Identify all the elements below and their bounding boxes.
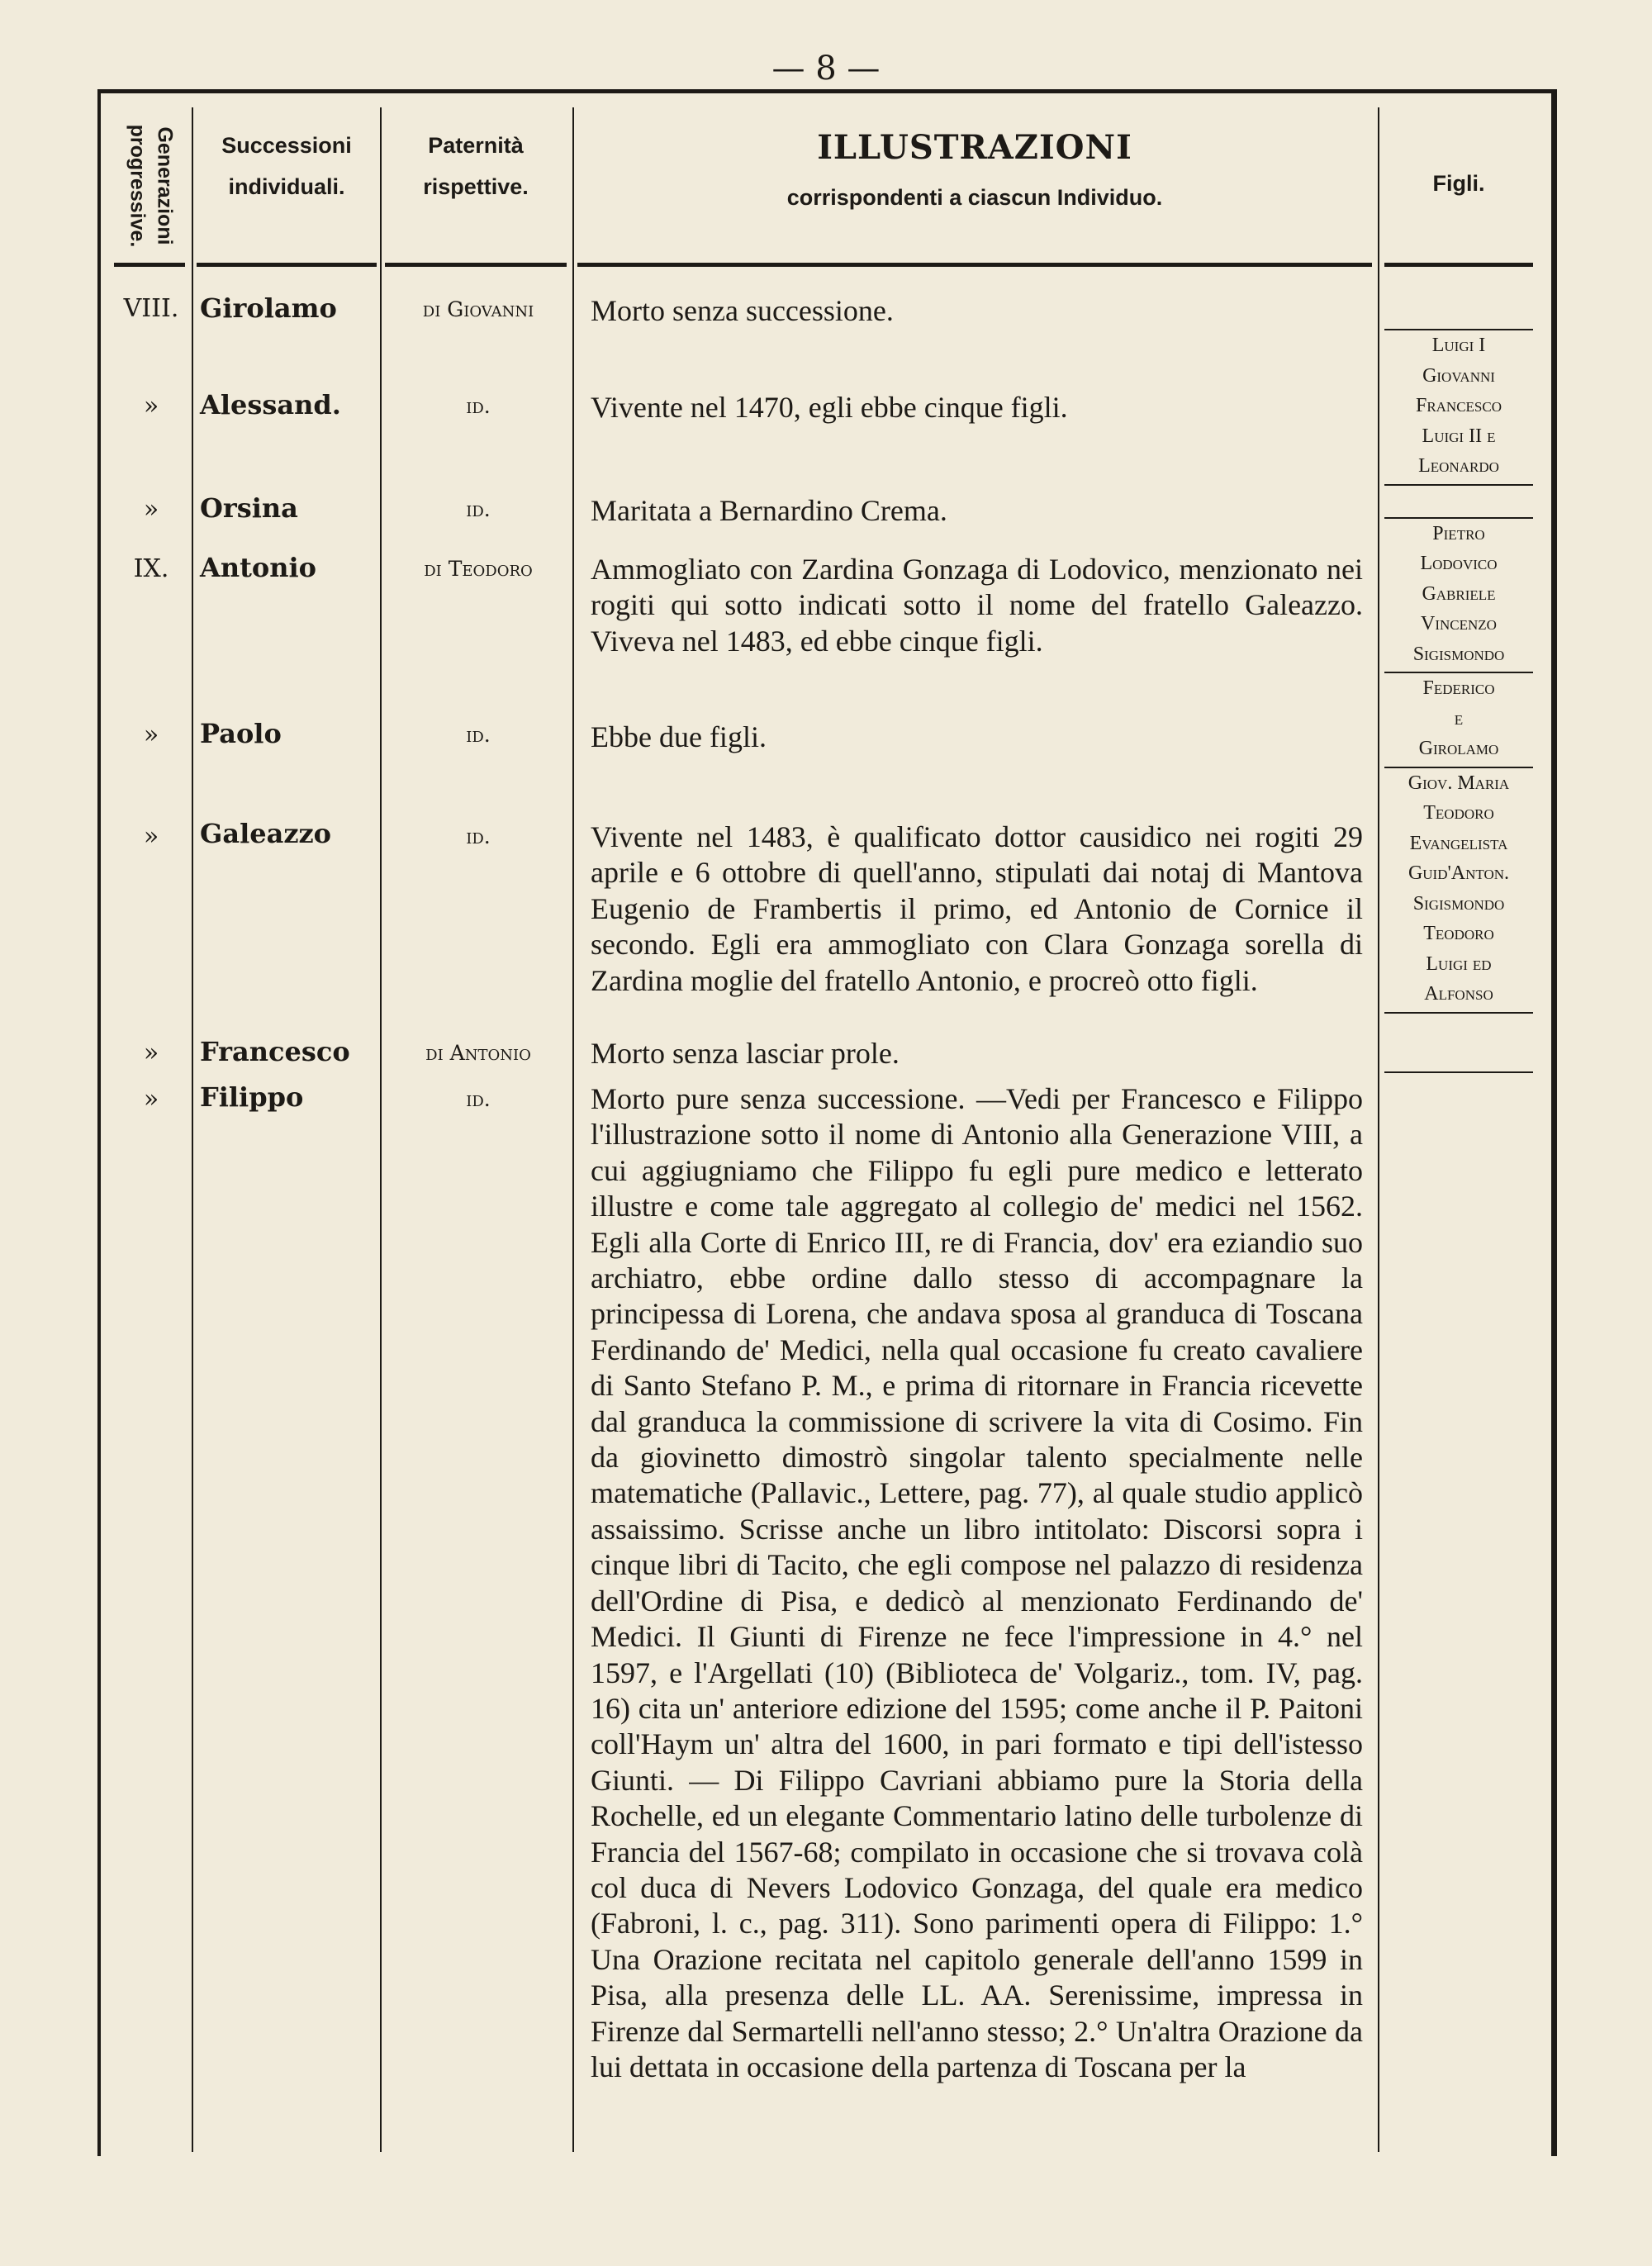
paternity: di Antonio	[425, 1041, 531, 1065]
paternity: di Teodoro	[424, 557, 533, 581]
generation-number: »	[143, 392, 159, 420]
header-rule	[114, 263, 185, 267]
column-rule	[572, 107, 574, 2152]
illustration-text: Vivente nel 1483, è qualificato dottor causidico nei rogiti 29 aprile e 6 ottobre di quell'anno, stipulati dai notaj di Mantova Eugenio de Frambertis il primo, ed Antonio de Cornice il secondo. Egli era ammogliato con Clara Gonzaga sorella di Zardina moglie del fratello Antonio, e procreò otto figli.	[591, 820, 1363, 997]
header-successioni: Successioni individuali.	[221, 133, 352, 199]
individual-name: Antonio	[200, 552, 316, 583]
header-paternita: Paternità rispettive.	[423, 133, 529, 199]
individual-name: Paolo	[200, 718, 282, 749]
column-rule	[380, 107, 382, 2152]
paternity: di Giovanni	[422, 297, 534, 321]
individual-name: Francesco	[200, 1036, 350, 1067]
individual-name: Girolamo	[200, 292, 337, 324]
children-divider	[1384, 484, 1533, 517]
generation-number: VIII.	[123, 294, 179, 323]
generation-number: »	[143, 1085, 159, 1114]
generation-number: »	[143, 720, 159, 749]
paternity: id.	[466, 723, 491, 747]
header-rule	[1384, 263, 1533, 267]
children-list	[1384, 329, 1533, 1073]
paternity: id.	[466, 394, 491, 418]
children-group: Pietro Lodovico Gabriele Vincenzo Sigismondo	[1384, 517, 1533, 672]
children-group: Federico e Girolamo	[1384, 672, 1533, 767]
header-rule	[385, 263, 567, 267]
illustration-text: Maritata a Bernardino Crema.	[591, 494, 947, 527]
children-divider	[1384, 1071, 1533, 1073]
paternity: id.	[466, 1087, 491, 1111]
generation-number: IX.	[133, 554, 169, 583]
header-illustrazioni: ILLUSTRAZIONI corrispondenti a ciascun Individuo.	[786, 128, 1163, 210]
illustration-text: Ammogliato con Zardina Gonzaga di Lodovico, menzionato nei rogiti qui sotto indicati sotto il nome del fratello Galeazzo. Viveva nel 1483, ed ebbe cinque figli.	[591, 553, 1363, 658]
column-rule	[192, 107, 193, 2152]
header-figli: Figli.	[1432, 171, 1485, 196]
illustration-text: Morto pure senza successione. —Vedi per Francesco e Filippo l'illustrazione sotto il nome di Antonio alla Generazione VIII, a cui aggiugniamo che Filippo fu egli pure medico e letterato illustre e come tale aggregato al collegio de' medici nel 1562. Egli alla Corte di Enrico III, re di Francia, dov' era eziandio suo archiatro, ebbe ordine dallo stesso di accompagnare la principessa di Lorena, che andava sposa al granduca di Toscana Ferdinando de' Medici, nella qual occasione fu creato cavaliere di Santo Stefano P. M., e prima di ritornare in Francia ricevette dal granduca la commissione di scrivere la vita di Cosimo. Fin da giovinetto dimostrò singolar talento specialmente nelle matematiche (Pallavic., Lettere, pag. 77), al quale studio applicò assaissimo. Scrisse anche un libro intitolato: Discorsi sopra i cinque libri di Tacito, che egli compose nel palazzo di residenza dell'Ordine di Pisa, e dedicò al menzionato Ferdinando de' Medici. Il Giunti di Firenze ne fece l'impressione in 4.° nel 1597, e l'Argellati (10) (Biblioteca de' Volgariz., tom. IV, pag. 16) cita un' anteriore edizione del 1595; come anche il P. Paitoni coll'Haym un' altra del 1600, in pari formato e tipi dell'istesso Giunti. — Di Filippo Cavriani abbiamo pure la Storia della Rochelle, ed un elegante Commentario latino delle turbolenze di Francia del 1567-68; compilato in occasione che si trovava colà col duca di Nevers Lodovico Gonzaga, del quale era medico (Fabroni, l. c., pag. 311). Sono parimenti opera di Filippo: 1.° Una Orazione recitata nel capitolo generale dell'anno 1599 in Pisa, alla presenza delle LL. AA. Serenissime, impressa in Firenze dal Sermartelli nell'anno stesso; 2.° Un'altra Orazione da lui dettata in occasione della partenza di Toscana per la	[591, 1082, 1363, 2083]
individual-name: Orsina	[200, 492, 298, 524]
header-rule	[197, 263, 377, 267]
individual-name: Filippo	[200, 1081, 304, 1113]
individual-name: Galeazzo	[200, 818, 331, 849]
paternity: id.	[466, 824, 491, 848]
column-rule	[1378, 107, 1379, 2152]
paternity: id.	[466, 497, 491, 521]
children-group: Luigi I Giovanni Francesco Luigi II e Leonardo	[1384, 329, 1533, 484]
generation-number: »	[143, 822, 159, 851]
illustration-text: Vivente nel 1470, egli ebbe cinque figli.	[591, 391, 1068, 424]
generation-number: »	[143, 1038, 159, 1067]
illustration-text: Ebbe due figli.	[591, 720, 767, 753]
children-divider	[1384, 1012, 1533, 1071]
illustration-text: Morto senza successione.	[591, 294, 894, 327]
header-rule	[577, 263, 1372, 267]
individual-name: Alessand.	[200, 389, 341, 420]
children-group: Giov. Maria Teodoro Evangelista Guid'Anton. Sigismondo Teodoro Luigi ed Alfonso	[1384, 767, 1533, 1012]
page-number: — 8 —	[771, 50, 881, 88]
generation-number: »	[143, 495, 159, 524]
header-generazioni: Generazioni progressive.	[126, 124, 177, 248]
illustration-text: Morto senza lasciar prole.	[591, 1037, 900, 1070]
